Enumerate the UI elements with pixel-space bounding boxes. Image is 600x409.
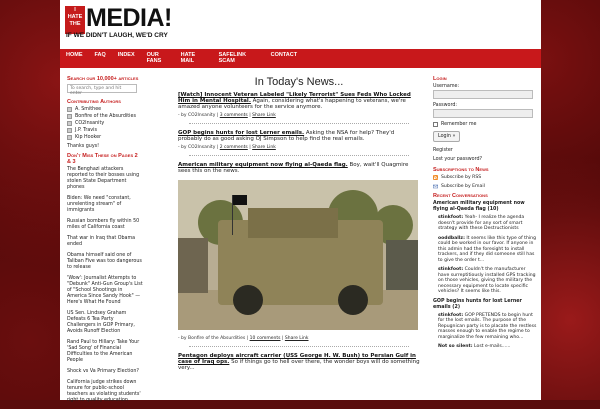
author-avatar bbox=[67, 135, 72, 140]
nav-home[interactable]: HOME bbox=[66, 52, 83, 58]
author-name: A. Smithee bbox=[75, 107, 102, 112]
post-excerpt: So if things go to hell over there, the wonder boys will do something very... bbox=[178, 359, 420, 371]
remember-label: Remember me bbox=[441, 122, 477, 127]
author-name: CO2Insanity bbox=[75, 121, 105, 126]
author-name: J.P. Travis bbox=[75, 128, 97, 133]
share-link[interactable]: Share Link bbox=[252, 145, 276, 150]
headline-link[interactable]: Obama himself said one of Taliban Five was too dangerous to release bbox=[67, 253, 142, 270]
comment-snippet[interactable] bbox=[438, 215, 537, 232]
comment-user: ooddballz: bbox=[438, 235, 465, 241]
subscriptions-heading: Subscriptions to News bbox=[433, 167, 489, 173]
rss-icon bbox=[433, 175, 438, 180]
post-title[interactable]: American military equipment now flying al-Qaeda flag. bbox=[178, 162, 348, 168]
authors-heading: Contributing Authors bbox=[67, 99, 121, 105]
search-input[interactable]: To search, type and hit enter bbox=[67, 84, 137, 93]
conversation-title[interactable]: American military equipment now flying al-Qaeda flag (10) bbox=[433, 201, 525, 212]
comment-text: Yeah- I realize the agenda doesn't provide for any sort of smart strategy with these Destructionists bbox=[438, 215, 525, 231]
post-title[interactable]: Pentagon deploys aircraft carrier (USS George H. W. Bush) to Persian Gulf in case of Iraq ops. bbox=[178, 353, 416, 365]
headline-link[interactable]: That war in Iraq that Obama ended bbox=[67, 236, 136, 247]
comment-snippet[interactable] bbox=[438, 313, 537, 341]
post-meta: - by CO2Insanity | 2 comments | Share Link bbox=[178, 145, 276, 150]
headline-link[interactable]: 'Wow': Journalist Attempts to "Debunk" Anti-Gun Group's List of "School Shootings in America Since Sandy Hook" — Here's What He Found bbox=[67, 276, 143, 305]
post-divider bbox=[189, 155, 409, 156]
comment-text: Couldn't the manufacturer have surreptitiously installed GPS tracking on those vehicles, giving the military the necessary equipment to locate specific vehicles? It seems like this. bbox=[438, 267, 536, 294]
page-title: In Today's News... bbox=[254, 76, 344, 88]
share-link[interactable]: Share Link bbox=[252, 113, 276, 118]
post-meta: - by CO2Insanity | 3 comments | Share Link bbox=[178, 113, 276, 118]
logo-the: THE bbox=[69, 21, 81, 27]
post-excerpt: Again, considering what's happening to veterans, we're amazed anyone volunteers for the service anymore. bbox=[178, 98, 406, 110]
comments-link[interactable]: 3 comments bbox=[219, 113, 248, 118]
photo-wheel bbox=[233, 285, 263, 315]
post bbox=[178, 353, 420, 371]
post-title[interactable]: [Watch] Innocent Veteran Labeled "Likely Terrorist" Sues Feds Who Locked Him in Mental Hospital. bbox=[178, 92, 411, 104]
photo-people bbox=[386, 240, 418, 290]
comment-text: Lost e-mails...... bbox=[472, 344, 511, 349]
nav-hate-mail[interactable]: HATE MAIL bbox=[180, 52, 196, 64]
post-author: - by Bonfire of the Absurdities | bbox=[178, 336, 249, 341]
author-link[interactable] bbox=[67, 107, 143, 112]
comment-user: Not so silent: bbox=[438, 344, 473, 349]
headline-link[interactable]: Russian bombers fly within 50 miles of California coast bbox=[67, 219, 140, 230]
conversation-title[interactable]: GOP begins hunts for lost Lerner emails (2) bbox=[433, 298, 522, 310]
rss-label: Subscribe by RSS bbox=[441, 175, 482, 180]
headline-link[interactable]: Rand Paul to Hillary: Take Your 'Sad Song' of Financial Difficulties to the American People bbox=[67, 340, 140, 363]
logo-i: I bbox=[74, 7, 76, 13]
comment-user: stinkfoot: bbox=[438, 215, 464, 220]
email-subscribe-link[interactable] bbox=[433, 184, 537, 189]
search-heading: Search our 10,000+ articles bbox=[67, 76, 139, 82]
author-name: Bonfire of the Absurdities bbox=[75, 114, 136, 119]
nav-index[interactable]: INDEX bbox=[117, 52, 135, 58]
login-heading: Login bbox=[433, 76, 447, 82]
logo-tagline: IF WE DIDN'T LAUGH, WE'D CRY bbox=[66, 32, 168, 39]
headline-link[interactable]: The Benghazi attackers reported to their bosses using stolen State Department phones bbox=[67, 167, 140, 190]
comment-text: GOP PRETENDS to begin hunt for the lost emails. The purpose of the Repugnican party is to placate the restless masses enough to enable the regime to marginalize the few remaining who... bbox=[438, 312, 537, 340]
email-label: Subscribe by Email bbox=[441, 184, 485, 189]
recent-conversations-heading: Recent Conversations bbox=[433, 193, 488, 199]
right-sidebar bbox=[433, 76, 537, 354]
post-author: - by CO2Insanity | bbox=[178, 145, 219, 150]
register-link[interactable]: Register bbox=[433, 148, 453, 153]
photo-humvee-cab bbox=[248, 208, 338, 238]
headline-link[interactable]: Biden: We need "constant, unrelenting stream" of immigrants bbox=[67, 196, 131, 213]
logo-badge bbox=[65, 6, 85, 34]
share-link[interactable]: Share Link bbox=[284, 336, 309, 341]
author-avatar bbox=[67, 107, 72, 112]
comment-text: It seems like this type of thing could be worked in our favor. If anyone in this admin had the foresight to install trackers, and if they did someone still has to give the order t... bbox=[438, 235, 536, 263]
post-excerpt: Asking the NSA for help? They'd probably do as good asking OJ Simpson to help find the real emails. bbox=[178, 130, 395, 142]
comment-snippet[interactable] bbox=[438, 267, 537, 295]
thanks-text: Thanks guys! bbox=[67, 144, 100, 149]
login-button[interactable]: Login » bbox=[433, 131, 460, 142]
page-wrapper bbox=[60, 0, 541, 403]
remember-checkbox[interactable] bbox=[433, 122, 438, 127]
comments-link[interactable]: 2 comments bbox=[219, 145, 248, 150]
comment-snippet[interactable] bbox=[438, 344, 537, 350]
password-label: Password: bbox=[433, 103, 458, 108]
rss-link[interactable] bbox=[433, 175, 537, 180]
username-label: Username: bbox=[433, 84, 460, 89]
comment-snippet[interactable] bbox=[438, 236, 537, 264]
site-header bbox=[60, 0, 541, 48]
left-sidebar bbox=[67, 76, 143, 409]
author-link[interactable] bbox=[67, 135, 143, 140]
post-author: - by CO2Insanity | bbox=[178, 113, 219, 118]
nav-our-fans[interactable]: OUR FANS bbox=[146, 52, 162, 64]
author-avatar bbox=[67, 114, 72, 119]
post-title[interactable]: GOP begins hunts for lost Lerner emails. bbox=[178, 130, 305, 136]
comment-user: stinkfoot: bbox=[438, 267, 464, 272]
post bbox=[178, 130, 420, 150]
nav-safelink-scam[interactable]: SAFELINK SCAM bbox=[218, 52, 247, 64]
photo-people bbox=[178, 238, 208, 293]
author-link[interactable] bbox=[67, 121, 143, 126]
author-avatar bbox=[67, 121, 72, 126]
author-avatar bbox=[67, 128, 72, 133]
author-name: Kip Hooker bbox=[75, 135, 102, 140]
post bbox=[178, 162, 420, 341]
logo-hate: HATE bbox=[67, 14, 83, 20]
lost-password-link[interactable]: Lost your password? bbox=[433, 157, 483, 162]
logo-media: MEDIA! bbox=[86, 4, 172, 32]
remember-me[interactable] bbox=[433, 122, 537, 127]
headline-link[interactable]: US Sen. Lindsey Graham Defeats 6 Tea Party Challengers in GOP Primary, Avoids Runoff Election bbox=[67, 311, 135, 334]
password-input[interactable] bbox=[433, 109, 533, 118]
post-meta: - by Bonfire of the Absurdities | 10 comments | Share Link bbox=[178, 336, 309, 341]
site-logo[interactable] bbox=[65, 6, 177, 42]
author-link[interactable] bbox=[67, 128, 143, 133]
photo-wheel bbox=[338, 285, 368, 315]
post-excerpt: Boy, wait'll Quagmire sees this on the news. bbox=[178, 162, 409, 174]
post-divider bbox=[189, 346, 409, 347]
post bbox=[178, 92, 420, 118]
nav-contact[interactable]: CONTACT bbox=[270, 52, 298, 58]
email-icon bbox=[433, 184, 438, 189]
nav-faq[interactable]: FAQ bbox=[94, 52, 106, 58]
headline-link[interactable]: Shock vs Va Primary Election? bbox=[67, 369, 139, 374]
main-content bbox=[178, 76, 420, 376]
post-photo-humvee[interactable] bbox=[178, 180, 418, 330]
headline-link[interactable]: California judge strikes down tenure for public-school teachers as violating students' right to quality education bbox=[67, 380, 141, 403]
photo-black-flag bbox=[233, 195, 247, 205]
main-nav bbox=[60, 49, 541, 68]
dont-miss-heading: Don't Miss These on Pages 2 & 3 bbox=[67, 153, 138, 165]
username-input[interactable] bbox=[433, 90, 533, 99]
comment-user: stinkfoot: bbox=[438, 312, 464, 318]
comments-link[interactable]: 10 comments bbox=[249, 336, 281, 341]
author-link[interactable] bbox=[67, 114, 143, 119]
post-divider bbox=[189, 123, 409, 124]
